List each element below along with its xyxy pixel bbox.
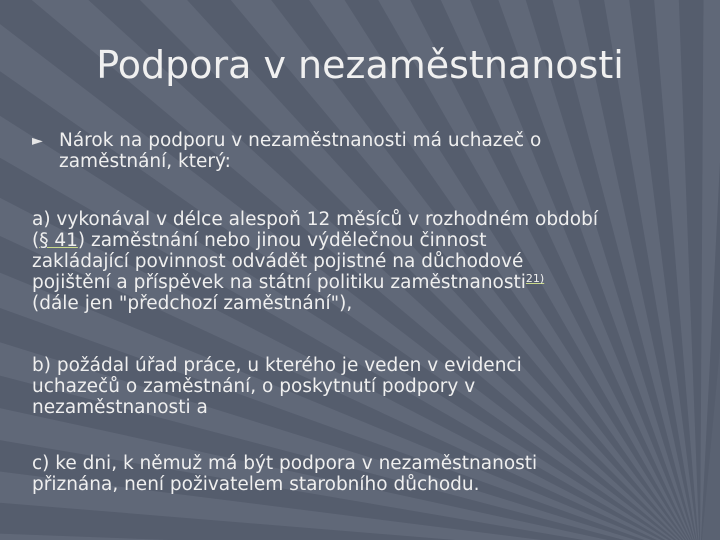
- condition-c-line: c) ke dni, k němuž má být podpora v nezaměstnanosti: [32, 453, 538, 474]
- condition-a: [32, 209, 720, 314]
- condition-a-line: a) vykonával v délce alespoň 12 měsíců v rozhodném období: [32, 209, 599, 230]
- paren-open: (: [32, 230, 40, 251]
- condition-a-line: zakládající povinnost odvádět pojistné na důchodové: [32, 251, 524, 272]
- condition-b-line: nezaměstnanosti a: [32, 397, 208, 418]
- condition-a-text: pojištění a příspěvek na státní politiku zaměstnanosti: [32, 272, 526, 293]
- condition-c-line: přiznána, není poživatelem starobního důchodu.: [32, 474, 480, 495]
- condition-a-line: (dále jen "předchozí zaměstnání"),: [32, 293, 353, 314]
- section-41-link[interactable]: § 41: [39, 230, 78, 251]
- bullet-text: [59, 130, 692, 172]
- slide-title: Podpora v nezaměstnanosti: [96, 43, 624, 87]
- footnote-21-link[interactable]: 21): [525, 272, 545, 285]
- condition-a-text: ) zaměstnání nebo jinou výdělečnou činnost: [77, 230, 487, 251]
- condition-b: [32, 355, 720, 418]
- condition-b-line: uchazečů o zaměstnání, o poskytnutí podpory v: [32, 376, 476, 397]
- condition-a-line: [32, 272, 720, 293]
- bullet-item: [32, 130, 692, 172]
- triangle-right-icon: ►: [32, 133, 43, 149]
- condition-c: [32, 453, 720, 495]
- condition-b-line: b) požádal úřad práce, u kterého je veden v evidenci: [32, 355, 522, 376]
- bullet-line: zaměstnání, který:: [59, 151, 231, 172]
- condition-a-line: [32, 230, 720, 251]
- bullet-line: Nárok na podporu v nezaměstnanosti má uchazeč o: [59, 130, 542, 151]
